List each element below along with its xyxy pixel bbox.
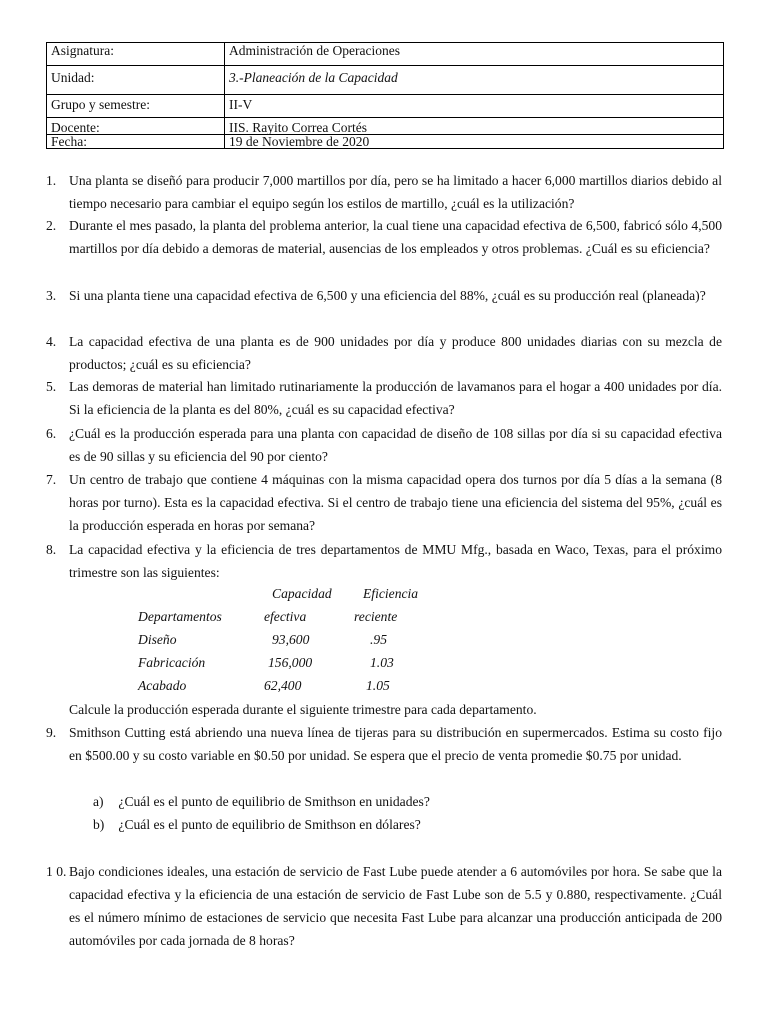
table-row	[47, 118, 724, 135]
question-4	[46, 330, 722, 376]
unit-label: Unidad:	[47, 66, 225, 95]
course-info-table	[46, 42, 724, 149]
question-number: 1.	[46, 173, 57, 188]
subquestion-letter: a)	[93, 794, 104, 809]
question-9	[46, 721, 722, 767]
question-number: 6.	[46, 426, 57, 441]
col-header-departments: Departamentos	[138, 609, 222, 624]
teacher-label: Docente:	[47, 118, 225, 135]
teacher-value: IIS. Rayito Correa Cortés	[225, 118, 724, 135]
question-text: Las demoras de material han limitado rutinariamente la producción de lavamanos para el hogar a 400 unidades por día. Si la eficiencia de la planta es del 80%, ¿cuál es su capacidad efectiva?	[69, 379, 722, 417]
table-row	[47, 66, 724, 95]
question-10	[46, 860, 722, 952]
question-8-instruction	[46, 698, 722, 721]
question-number: 1 0.	[46, 864, 67, 879]
question-2	[46, 214, 722, 260]
group-label: Grupo y semestre:	[47, 95, 225, 118]
subquestion-text: ¿Cuál es el punto de equilibrio de Smithson en dólares?	[118, 817, 421, 832]
question-number: 9.	[46, 725, 57, 740]
question-7	[46, 468, 722, 537]
date-label: Fecha:	[47, 135, 225, 149]
dept-efficiency: .95	[370, 632, 387, 647]
dept-efficiency: 1.05	[366, 678, 390, 693]
table-row	[47, 95, 724, 118]
question-number: 3.	[46, 288, 57, 303]
subquestion-a	[93, 790, 430, 813]
dept-efficiency: 1.03	[370, 655, 394, 670]
table-row	[47, 135, 724, 149]
table-row	[47, 43, 724, 66]
dept-capacity: 156,000	[268, 655, 313, 670]
question-text: Si una planta tiene una capacidad efectiva de 6,500 y una eficiencia del 88%, ¿cuál es su producción real (planeada)?	[69, 288, 706, 303]
col-header-recent: reciente	[354, 609, 398, 624]
question-text: Smithson Cutting está abriendo una nueva línea de tijeras para su distribución en supermercados. Estima su costo fijo en $500.00 y su costo variable en $0.50 por unidad. Se espera que el precio de venta promedie $0.75 por unidad.	[69, 725, 722, 763]
unit-value: 3.-Planeación de la Capacidad	[225, 66, 724, 95]
question-text: La capacidad efectiva y la eficiencia de tres departamentos de MMU Mfg., basada en Waco, Texas, para el próximo trimestre son las siguientes:	[69, 542, 722, 580]
question-text: La capacidad efectiva de una planta es de 900 unidades por día y produce 800 unidades diarias con su mezcla de productos; ¿cuál es su eficiencia?	[69, 334, 722, 372]
group-value: II-V	[225, 95, 724, 118]
col-header-effective: efectiva	[264, 609, 307, 624]
dept-capacity: 93,600	[272, 632, 310, 647]
col-header-efficiency: Eficiencia	[363, 586, 419, 601]
question-text: Una planta se diseñó para producir 7,000 martillos por día, pero se ha limitado a hacer 6,000 martillos diarios debido al tiempo necesario para cambiar el equipo según los estilos de martillo, ¿cuál es la utilización?	[69, 173, 722, 211]
question-text: Durante el mes pasado, la planta del problema anterior, la cual tiene una capacidad efectiva de 6,500, fabricó sólo 4,500 martillos por día debido a demoras de material, ausencias de los empleados y otros problemas. ¿Cuál es su eficiencia?	[69, 218, 722, 256]
subquestion-letter: b)	[93, 817, 105, 832]
question-text: Bajo condiciones ideales, una estación de servicio de Fast Lube puede atender a 6 automóviles por hora. Se sabe que la capacidad efectiva y la eficiencia de una estación de servicio de Fast Lube son de 5.5 y 0.880, respectivamente. ¿Cuál es el número mínimo de estaciones de servicio que necesita Fast Lube para alcanzar una producción anticipada de 200 automóviles por cada jornada de 8 horas?	[69, 864, 722, 948]
question-number: 8.	[46, 542, 57, 557]
question-text: ¿Cuál es la producción esperada para una planta con capacidad de diseño de 108 sillas por día si su capacidad efectiva es de 90 sillas y su eficiencia del 90 por ciento?	[69, 426, 722, 464]
question-number: 2.	[46, 218, 57, 233]
question-6	[46, 422, 722, 468]
subject-label: Asignatura:	[47, 43, 225, 66]
question-8	[46, 538, 722, 584]
question-1	[46, 169, 722, 215]
question-number: 5.	[46, 379, 57, 394]
date-value: 19 de Noviembre de 2020	[225, 135, 724, 149]
question-number: 4.	[46, 334, 57, 349]
col-header-capacity: Capacidad	[272, 586, 332, 601]
subquestion-b	[93, 813, 421, 836]
question-3	[46, 284, 722, 307]
dept-name: Diseño	[138, 632, 177, 647]
dept-name: Fabricación	[138, 655, 206, 670]
subject-value: Administración de Operaciones	[225, 43, 724, 66]
subquestion-text: ¿Cuál es el punto de equilibrio de Smithson en unidades?	[118, 794, 430, 809]
question-text: Un centro de trabajo que contiene 4 máquinas con la misma capacidad opera dos turnos por día 5 días a la semana (8 horas por turno). Esta es la capacidad efectiva. Si el centro de trabajo tiene una eficiencia del sistema del 95%, ¿cuál es la producción esperada en horas por semana?	[69, 472, 722, 533]
question-5	[46, 375, 722, 421]
instruction-text: Calcule la producción esperada durante el siguiente trimestre para cada departamento.	[69, 702, 537, 717]
question-number: 7.	[46, 472, 57, 487]
dept-capacity: 62,400	[264, 678, 302, 693]
dept-name: Acabado	[138, 678, 187, 693]
